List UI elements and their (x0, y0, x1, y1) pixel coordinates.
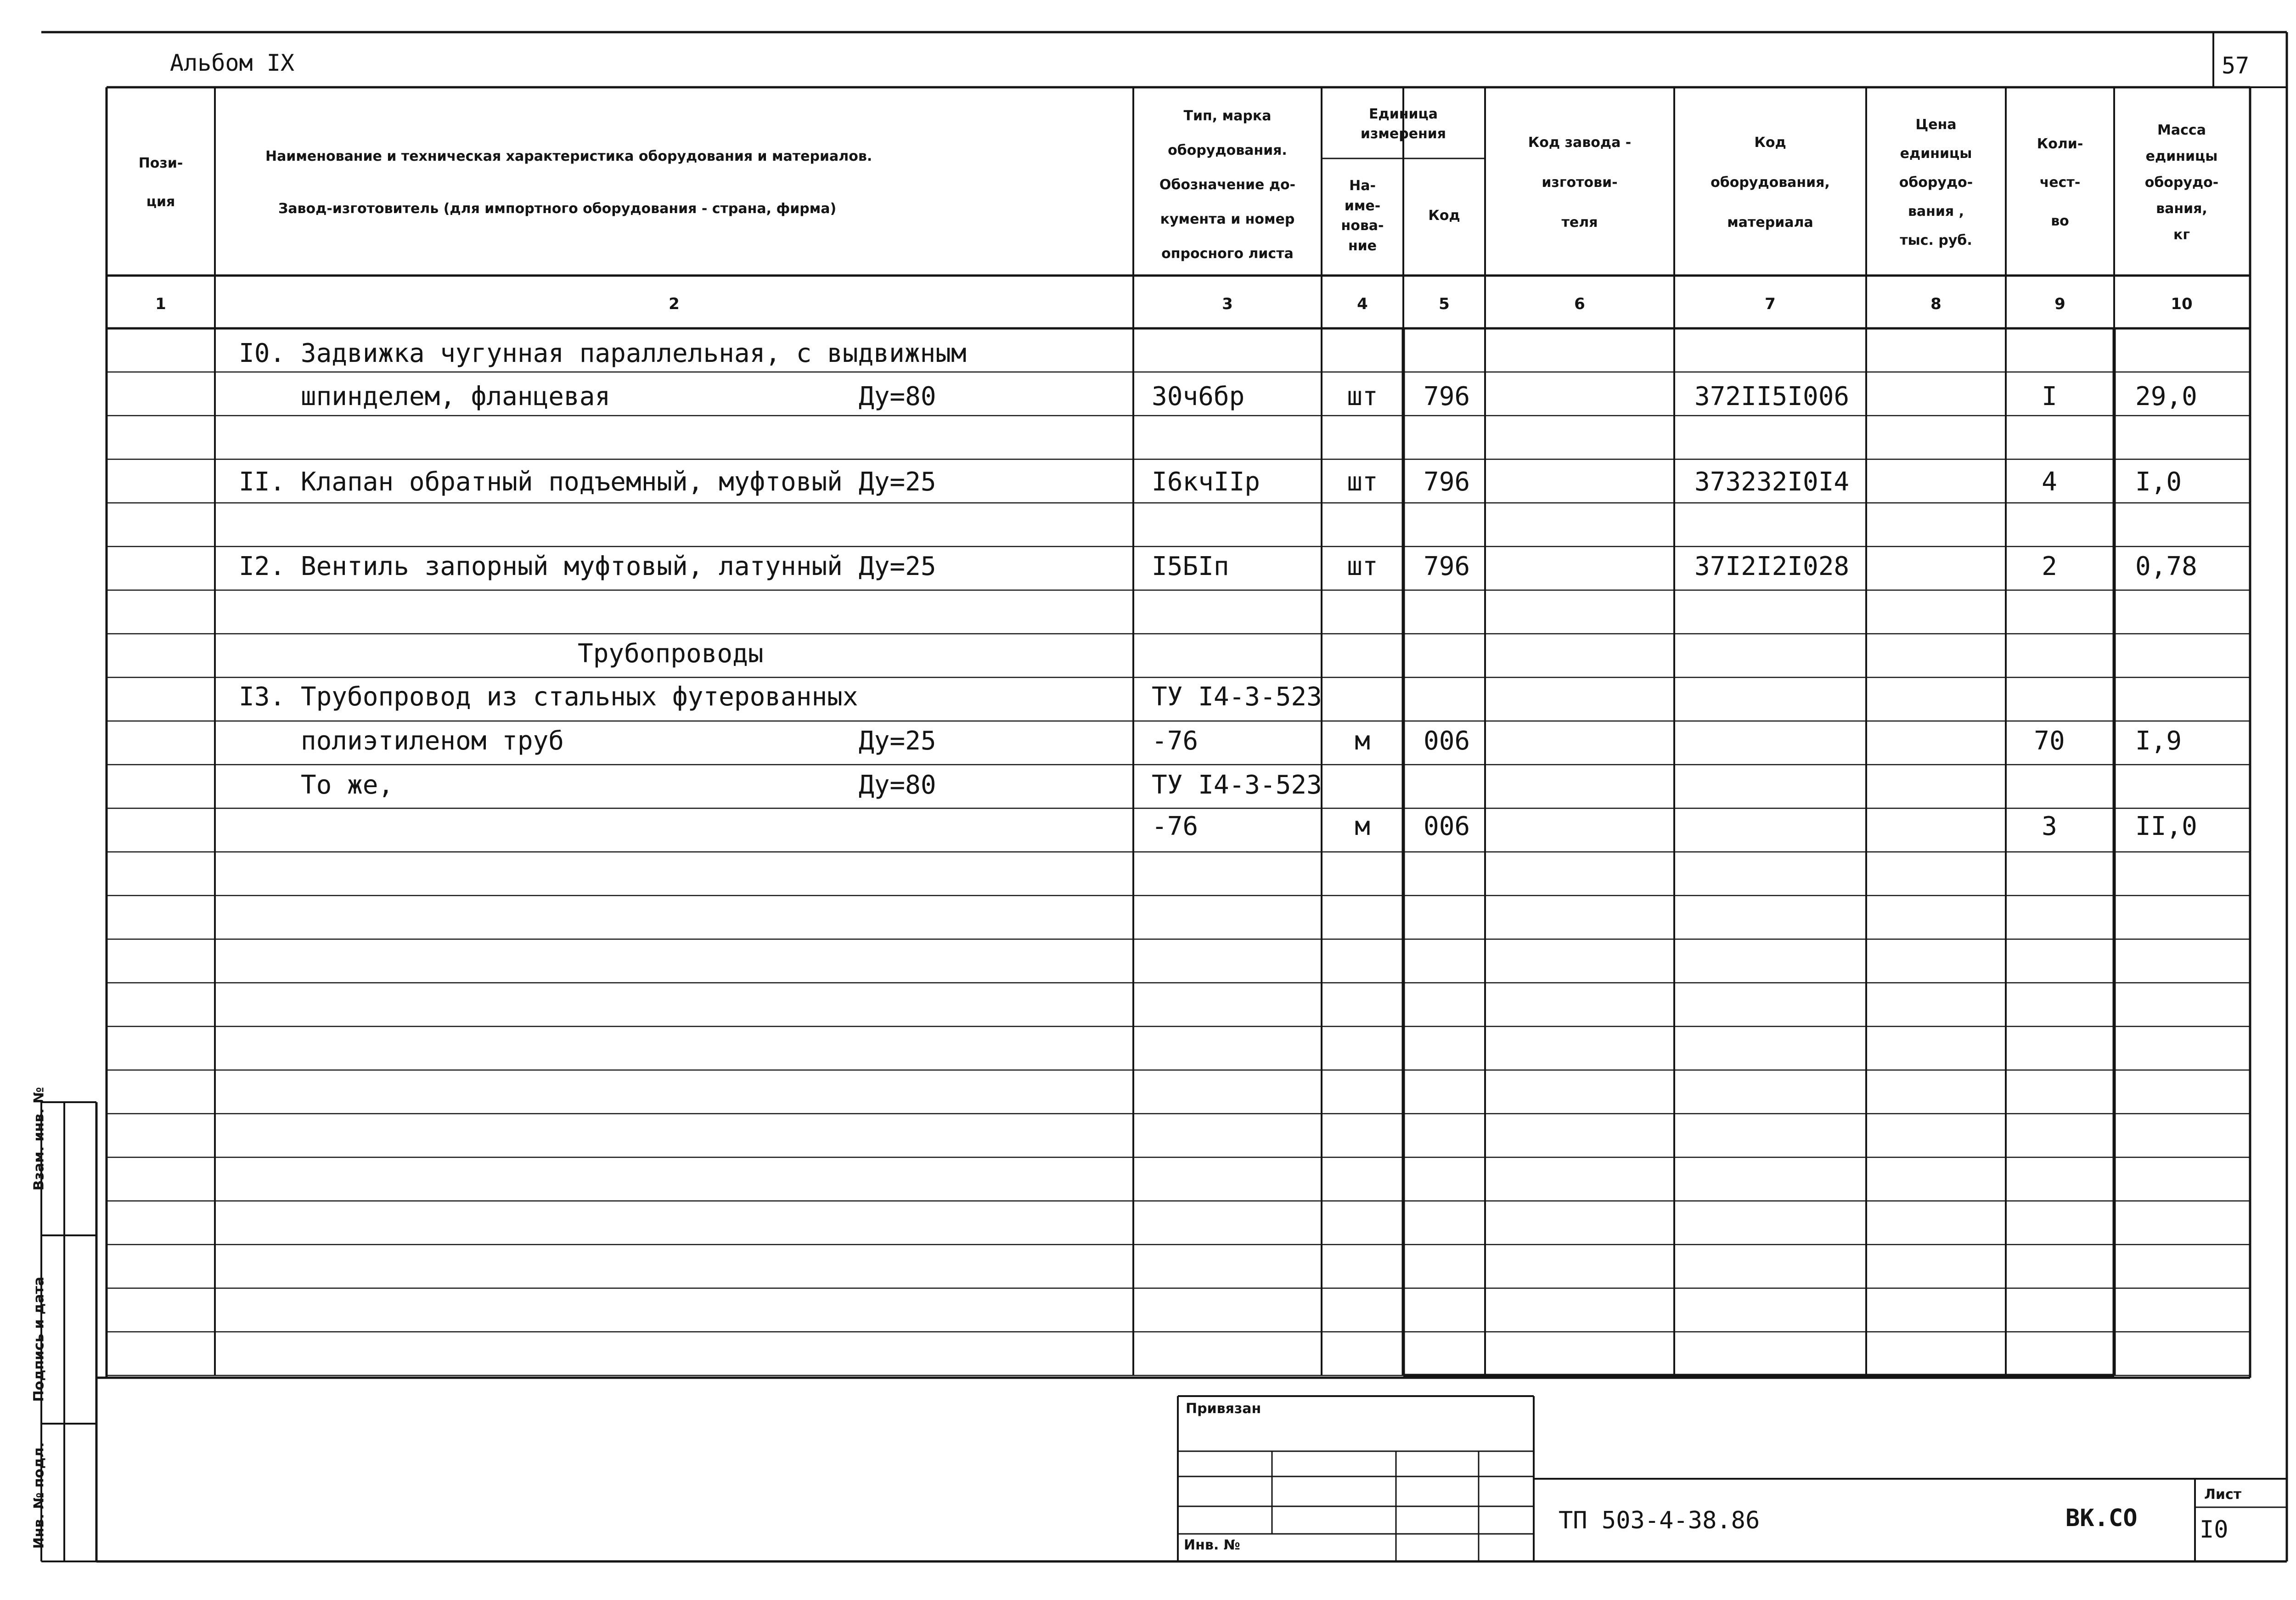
cell-code: 37I2I2I028 (1694, 552, 1850, 581)
cell-type: I6кчIIр (1152, 467, 1261, 497)
cell-unit-code: 796 (1424, 382, 1470, 411)
col-num-3: 3 (1222, 295, 1233, 313)
header-col-9: Коли- чест- во (2037, 135, 2083, 229)
cell-name: шпинделем, фланцевая (239, 382, 611, 411)
col-num-7: 7 (1765, 295, 1776, 313)
cell-du: Ду=80 (859, 770, 936, 800)
col-num-4: 4 (1357, 295, 1368, 313)
cell-type: -76 (1152, 811, 1199, 841)
cell-qty: 3 (2042, 811, 2057, 841)
col-num-8: 8 (1930, 295, 1941, 313)
cell-du: Ду=80 (859, 382, 936, 411)
cell-name: полиэтиленом труб (239, 726, 564, 756)
cell-name: То же, (239, 770, 394, 800)
col-num-10: 10 (2171, 295, 2193, 313)
privyazan-label: Привязан (1186, 1401, 1261, 1417)
cell-type: I5БIп (1152, 552, 1229, 581)
cell-unit: м (1355, 726, 1370, 756)
header-col-5: Код (1428, 208, 1460, 224)
header-col-3: Тип, марка оборудования. Обозначение до- кумента и номер опросного листа (1159, 108, 1296, 262)
sheet-label: Лист (2204, 1487, 2242, 1503)
col-num-5: 5 (1439, 295, 1450, 313)
cell-name: I3. Трубопровод из стальных футерованных (239, 682, 858, 712)
side-stamp-podpis: Подпись и дата (31, 1277, 47, 1402)
cell-mass: 0,78 (2135, 552, 2197, 581)
header-col-4: На- име- нова- ние (1341, 178, 1384, 254)
cell-type: 30ч6бр (1152, 382, 1245, 411)
page-number: 57 (2222, 52, 2250, 79)
cell-name: I2. Вентиль запорный муфтовый, латунный (239, 552, 843, 581)
col-num-6: 6 (1574, 295, 1585, 313)
cell-unit: м (1355, 811, 1370, 841)
album-label: Альбом IX (170, 50, 294, 76)
cell-qty: 70 (2034, 726, 2065, 756)
inv-no-label: Инв. № (1184, 1537, 1240, 1553)
cell-type: -76 (1152, 726, 1199, 756)
cell-name: II. Клапан обратный подъемный, муфтовый (239, 467, 843, 497)
sheet-number: I0 (2200, 1516, 2228, 1544)
header-col-10: Масса единицы оборудо- вания, кг (2144, 122, 2219, 243)
header-col-6: Код завода - изготови- теля (1528, 135, 1632, 231)
cell-mass: 29,0 (2135, 382, 2197, 411)
cell-mass: II,0 (2135, 811, 2197, 841)
cell-qty: 4 (2042, 467, 2057, 497)
header-unit-group: Единица измерения (1360, 106, 1446, 142)
cell-du: Ду=25 (859, 467, 936, 497)
document-code: ТП 503-4-38.86 (1559, 1507, 1760, 1534)
cell-mass: I,9 (2135, 726, 2182, 756)
col-num-2: 2 (669, 295, 680, 313)
cell-unit-code: 796 (1424, 467, 1470, 497)
header-col-1: Пози- ция (138, 155, 183, 210)
document-mark: ВК.СО (2065, 1504, 2138, 1532)
cell-type: ТУ I4-3-523 (1152, 682, 1322, 712)
cell-qty: I (2042, 382, 2057, 411)
cell-code: 373232I0I4 (1694, 467, 1850, 497)
cell-unit: шт (1347, 467, 1378, 497)
cell-qty: 2 (2042, 552, 2057, 581)
col-num-9: 9 (2054, 295, 2065, 313)
cell-unit-code: 006 (1424, 811, 1470, 841)
header-col-8: Цена единицы оборудо- вания , тыс. руб. (1899, 117, 1973, 248)
cell-unit-code: 796 (1424, 552, 1470, 581)
cell-unit-code: 006 (1424, 726, 1470, 756)
side-stamp-vzam: Взам. инв. № (31, 1087, 47, 1191)
cell-code: 372II5I006 (1694, 382, 1850, 411)
cell-unit: шт (1347, 552, 1378, 581)
cell-mass: I,0 (2135, 467, 2182, 497)
section-heading: Трубопроводы (578, 639, 764, 669)
side-stamp-inv-podl: Инв. № подл. (31, 1442, 47, 1549)
cell-unit: шт (1347, 382, 1378, 411)
cell-du: Ду=25 (859, 726, 936, 756)
cell-name: I0. Задвижка чугунная параллельная, с выдвижным (239, 338, 967, 368)
header-col-7: Код оборудования, материала (1711, 135, 1830, 231)
cell-type: ТУ I4-3-523 (1152, 770, 1322, 800)
cell-du: Ду=25 (859, 552, 936, 581)
header-col-2: Наименование и техническая характеристика оборудования и материалов. Завод-изготовитель (для импортного оборудования - страна, фирма) (265, 148, 872, 217)
col-num-1: 1 (155, 295, 166, 313)
